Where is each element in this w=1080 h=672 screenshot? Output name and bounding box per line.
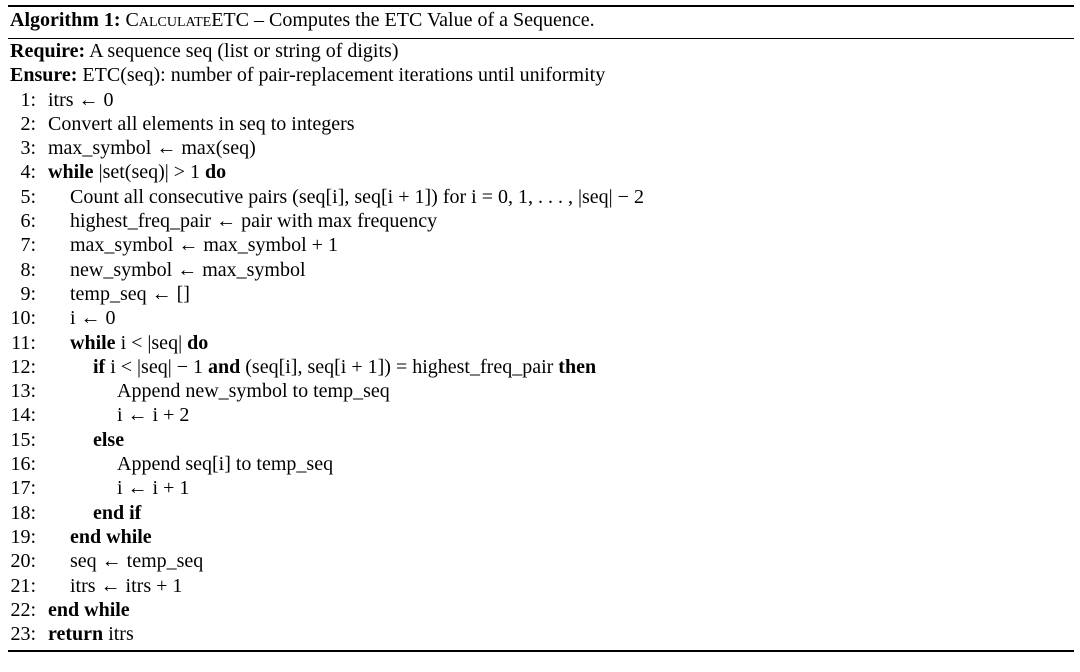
- line-number: 5:: [20, 185, 36, 208]
- algorithm-line: [8, 112, 1074, 136]
- line-code: itrs ← 0: [48, 88, 114, 111]
- line-code: i ← i + 1: [117, 477, 190, 500]
- line-number: 3:: [20, 137, 36, 160]
- line-code: Append new_symbol to temp_seq: [117, 380, 390, 403]
- algorithm-line: [8, 452, 1074, 476]
- algorithm-line: [8, 598, 1074, 622]
- algorithm-line: [8, 160, 1074, 184]
- ensure-text: ETC(seq): number of pair-replacement iterations until uniformity: [77, 64, 606, 87]
- line-number: 2:: [20, 112, 36, 135]
- line-number: 9:: [20, 282, 36, 305]
- line-code: max_symbol ← max_symbol + 1: [70, 234, 338, 257]
- line-number: 19:: [10, 525, 36, 548]
- line-code: Append seq[i] to temp_seq: [117, 453, 334, 476]
- algorithm-line: [8, 331, 1074, 355]
- require-label: Require:: [10, 40, 86, 62]
- algorithm-line: [8, 379, 1074, 403]
- caption-procedure-name: CalculateETC: [125, 9, 249, 31]
- line-code: return itrs: [48, 623, 134, 646]
- algorithm-line: [8, 476, 1074, 500]
- line-code: Count all consecutive pairs (seq[i], seq[i + 1]) for i = 0, 1, . . . , |seq| − 2: [70, 185, 644, 208]
- line-code: max_symbol ← max(seq): [48, 137, 256, 160]
- algorithm-line: [8, 525, 1074, 549]
- line-number: 20:: [10, 550, 36, 573]
- algorithm-line: [8, 88, 1074, 112]
- line-number: 6:: [20, 210, 36, 233]
- line-number: 17:: [10, 477, 36, 500]
- algorithm-line: [8, 209, 1074, 233]
- line-number: 23:: [10, 623, 36, 646]
- algorithm-block: [8, 5, 1074, 652]
- algorithm-line: [8, 233, 1074, 257]
- line-number: 4:: [20, 161, 36, 184]
- line-code: highest_freq_pair ← pair with max frequency: [70, 210, 438, 233]
- line-code: Convert all elements in seq to integers: [48, 112, 355, 135]
- algorithm-line: [8, 549, 1074, 573]
- algorithm-line: [8, 428, 1074, 452]
- ensure-label: Ensure:: [10, 64, 78, 87]
- algorithm-line: [8, 282, 1074, 306]
- line-code: i ← i + 2: [117, 404, 190, 427]
- algorithm-line: [8, 501, 1074, 525]
- line-number: 7:: [20, 234, 36, 257]
- line-code: while i < |seq| do: [70, 331, 209, 354]
- line-number: 15:: [10, 428, 36, 451]
- line-code: itrs ← itrs + 1: [70, 574, 183, 597]
- line-number: 10:: [10, 307, 36, 330]
- line-code: else: [93, 428, 125, 451]
- algorithm-line: [8, 306, 1074, 330]
- line-number: 13:: [10, 380, 36, 403]
- line-code: end while: [48, 598, 130, 621]
- line-code: temp_seq ← []: [70, 282, 190, 305]
- algorithm-line: [8, 185, 1074, 209]
- caption-description: – Computes the ETC Value of a Sequence.: [248, 9, 595, 31]
- line-code: new_symbol ← max_symbol: [70, 258, 306, 281]
- algorithm-lines: [8, 88, 1074, 647]
- bottom-rule: [8, 650, 1074, 652]
- line-number: 18:: [10, 501, 36, 524]
- line-number: 12:: [10, 355, 36, 378]
- algorithm-caption: [8, 7, 1074, 35]
- algorithm-line: [8, 136, 1074, 160]
- line-code: while |set(seq)| > 1 do: [48, 161, 227, 184]
- line-code: end if: [93, 501, 142, 524]
- caption-label: Algorithm 1:: [10, 9, 121, 31]
- line-number: 11:: [11, 331, 36, 354]
- line-number: 16:: [10, 453, 36, 476]
- line-code: if i < |seq| − 1 and (seq[i], seq[i + 1]) = highest_freq_pair then: [93, 355, 597, 378]
- line-number: 8:: [20, 258, 36, 281]
- line-number: 1:: [20, 88, 36, 111]
- line-code: end while: [70, 525, 152, 548]
- require-text: A sequence seq (list or string of digits): [85, 40, 399, 62]
- line-number: 21:: [10, 574, 36, 597]
- require-line: [8, 39, 1074, 63]
- line-number: 22:: [10, 598, 36, 621]
- ensure-line: [8, 63, 1074, 87]
- line-code: seq ← temp_seq: [70, 550, 204, 573]
- line-code: i ← 0: [70, 307, 116, 330]
- algorithm-line: [8, 258, 1074, 282]
- line-number: 14:: [10, 404, 36, 427]
- algorithm-line: [8, 574, 1074, 598]
- algorithm-line: [8, 622, 1074, 646]
- algorithm-line: [8, 355, 1074, 379]
- algorithm-line: [8, 403, 1074, 427]
